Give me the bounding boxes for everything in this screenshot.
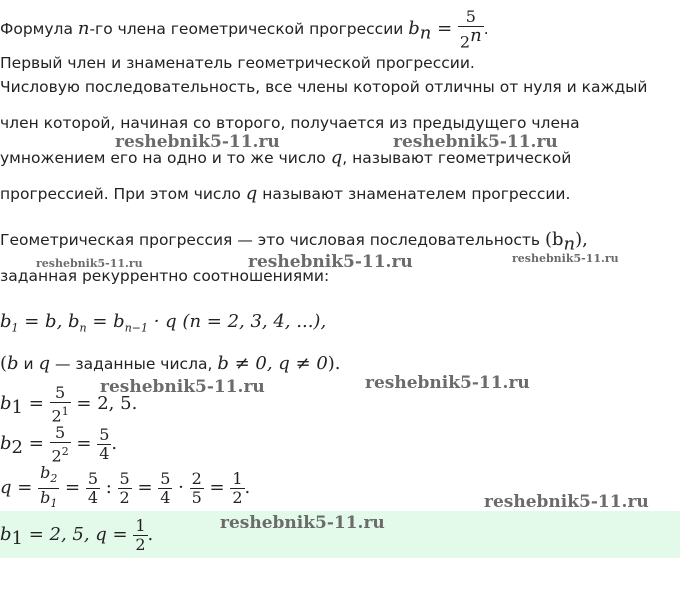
q-f4-den: 4 xyxy=(160,488,171,508)
header-end: . xyxy=(483,20,489,39)
cond-b: b xyxy=(7,353,19,374)
b2-lhs: b xyxy=(0,433,12,454)
sequence-notation xyxy=(544,229,588,255)
q-f1-num xyxy=(38,464,59,489)
cond-text: — заданные числа, xyxy=(50,355,218,373)
equals: = xyxy=(131,477,159,499)
b1-lhs: b xyxy=(0,393,12,414)
seq-sub: n xyxy=(563,233,576,255)
answer-fraction xyxy=(133,517,147,554)
q-fraction-b2-b1 xyxy=(38,464,59,513)
b2-res-den: 4 xyxy=(99,444,110,463)
fraction-num: 5 xyxy=(458,8,484,27)
q-f4-num: 5 xyxy=(160,469,171,489)
theory-p1-line1: Числовую последовательность, все члены которой отличны от нуля и каждый xyxy=(0,78,648,96)
q-f5-den: 5 xyxy=(191,488,202,508)
var-n-sub: n xyxy=(419,22,432,44)
solution-q xyxy=(0,464,250,513)
recurrence-formula xyxy=(0,310,326,341)
answer-line xyxy=(0,512,153,562)
header-fraction xyxy=(458,8,484,51)
equals: = xyxy=(22,393,50,414)
equals: = xyxy=(431,18,458,40)
var-n: n xyxy=(77,18,90,40)
cond-inequalities: b ≠ 0, q ≠ 0 xyxy=(217,353,328,374)
divide-sign: : xyxy=(100,477,118,499)
fraction-den xyxy=(458,27,484,51)
watermark: reshebnik5-11.ru xyxy=(484,492,649,512)
q-f2-num: 5 xyxy=(87,469,99,489)
b2-den xyxy=(50,443,71,465)
q-f1-num-base: b xyxy=(40,463,51,482)
period: . xyxy=(244,477,251,499)
den-base: 2 xyxy=(459,32,471,52)
theory-p2-line2: заданная рекуррентно соотношениями: xyxy=(0,267,330,285)
equals: = xyxy=(22,433,50,454)
watermark: reshebnik5-11.ru xyxy=(115,132,280,152)
den-exp: n xyxy=(470,25,482,46)
theory-p1-line2: член которой, начиная со второго, получается из предыдущего члена xyxy=(0,114,580,132)
p1-line4-a: прогрессией. При этом число xyxy=(0,185,246,203)
cond-and: и xyxy=(18,355,39,373)
answer-values: = 2, 5, q = xyxy=(22,524,134,545)
b2-den-base: 2 xyxy=(51,446,62,466)
seq-close: ), xyxy=(575,229,588,250)
b1-fraction xyxy=(50,384,71,425)
p1-line3-b: , называют геометрической xyxy=(342,149,572,167)
b1-num: 5 xyxy=(50,384,71,403)
p1-line3-a: умножением его на одно и то же число xyxy=(0,149,331,167)
equals: = xyxy=(70,433,98,454)
theory-title: Первый член и знаменатель геометрической прогрессии. xyxy=(0,54,475,72)
b1-den-exp: 1 xyxy=(61,404,69,418)
q-f1-den-base: b xyxy=(40,488,51,508)
multiply-sign: · xyxy=(172,477,190,499)
formula-bn: = b, b xyxy=(18,311,80,332)
p1-line4-b: называют знаменателем прогрессии. xyxy=(257,185,571,203)
b1-rhs: = 2, 5. xyxy=(70,393,138,414)
q-f6-den: 2 xyxy=(232,488,243,508)
q-f5-num: 2 xyxy=(191,469,202,489)
watermark: reshebnik5-11.ru xyxy=(36,257,143,270)
q-lhs: q xyxy=(0,477,12,499)
equals: = xyxy=(11,477,39,499)
answer-b1: b xyxy=(0,524,12,545)
watermark: reshebnik5-11.ru xyxy=(100,377,265,397)
q-fraction-4 xyxy=(158,470,172,507)
watermark: reshebnik5-11.ru xyxy=(512,252,619,265)
formula-b1-sub: 1 xyxy=(11,321,19,335)
q-fraction-2 xyxy=(86,470,100,507)
var-q: q xyxy=(245,183,258,204)
b2-result-fraction xyxy=(97,426,111,463)
theory-p2-line1 xyxy=(0,230,588,255)
watermark: reshebnik5-11.ru xyxy=(220,513,385,533)
period: . xyxy=(111,433,118,454)
answer-den: 2 xyxy=(135,535,146,554)
b1-den-base: 2 xyxy=(51,406,62,426)
q-f1-num-sub: 2 xyxy=(50,472,58,486)
watermark: reshebnik5-11.ru xyxy=(365,373,530,393)
cond-close: ). xyxy=(327,353,341,374)
period: . xyxy=(147,524,154,545)
q-f2-den: 4 xyxy=(87,488,99,508)
recurrence-conditions xyxy=(0,354,341,374)
header-prefix: Формула xyxy=(0,20,78,39)
seq-open: (b xyxy=(544,229,564,250)
var-q: q xyxy=(330,147,343,168)
answer-num: 1 xyxy=(135,516,146,535)
b2-fraction xyxy=(50,424,71,465)
var-b: b xyxy=(408,18,420,40)
watermark: reshebnik5-11.ru xyxy=(393,132,558,152)
q-f6-num: 1 xyxy=(232,469,243,489)
answer-b1-sub: 1 xyxy=(11,528,23,550)
solution-b2 xyxy=(0,422,117,470)
problem-header xyxy=(0,7,489,52)
formula-rest: · q (n = 2, 3, 4, ...), xyxy=(148,311,327,332)
q-fraction-6 xyxy=(230,470,244,507)
formula-bn1-sub: n−1 xyxy=(124,321,149,335)
cond-q: q xyxy=(38,353,51,374)
formula-b1: b xyxy=(0,311,12,332)
watermark: reshebnik5-11.ru xyxy=(248,252,413,272)
b2-num: 5 xyxy=(50,424,71,443)
p2-line1-a: Геометрическая прогрессия — это числовая последовательность xyxy=(0,231,545,249)
q-f3-den: 2 xyxy=(119,488,130,508)
formula-bn-sub: n xyxy=(79,321,87,335)
header-middle: -го члена геометрической прогрессии xyxy=(89,20,409,39)
q-fraction-3 xyxy=(118,470,132,507)
formula-bn1: = b xyxy=(86,311,125,332)
cond-open: ( xyxy=(0,353,8,374)
q-fraction-5 xyxy=(190,470,204,507)
equals: = xyxy=(203,477,231,499)
b1-sub: 1 xyxy=(11,397,23,419)
q-f1-den-sub: 1 xyxy=(50,497,58,511)
b2-res-num: 5 xyxy=(99,425,110,444)
equals: = xyxy=(59,477,86,499)
theory-p1-line4 xyxy=(0,184,570,204)
b2-sub: 2 xyxy=(11,437,23,459)
q-f1-den xyxy=(38,489,59,513)
q-f3-num: 5 xyxy=(119,469,130,489)
b2-den-exp: 2 xyxy=(61,444,69,458)
